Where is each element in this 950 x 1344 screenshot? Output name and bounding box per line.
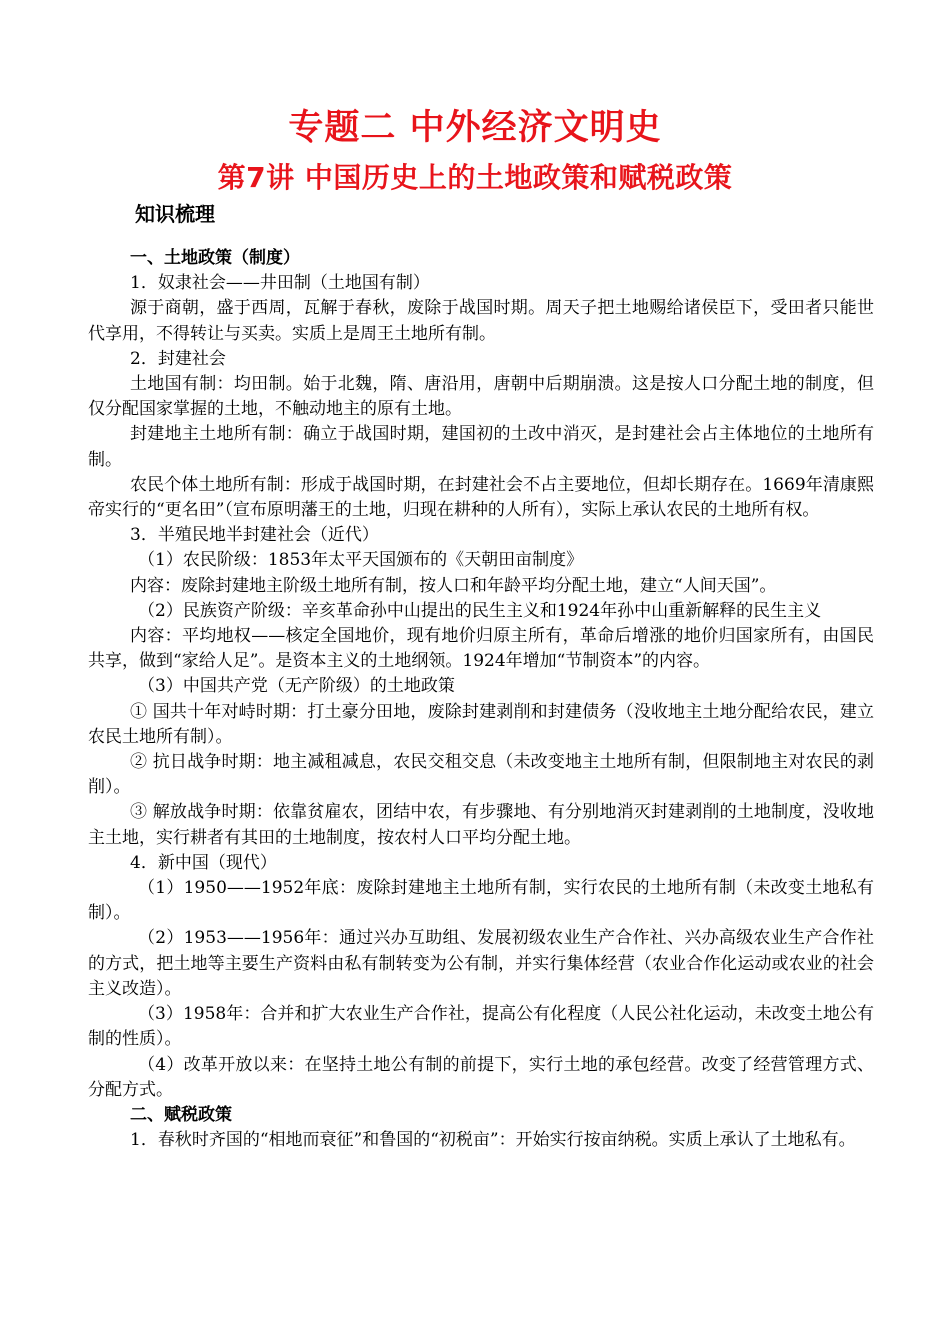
subheading-slave-society: 1．奴隶社会——井田制（土地国有制） bbox=[130, 273, 430, 294]
document-body bbox=[88, 246, 874, 1153]
paragraph: （2）1953——1956年：通过兴办互助组、发展初级农业生产合作社、兴办高级农业生产合作社的方式，把土地等主要生产资料由私有制转变为公有制，并实行集体经营（农业合作化运动或农业的社会主义改造）。 bbox=[88, 928, 874, 999]
paragraph: 土地国有制：均田制。始于北魏，隋、唐沿用，唐朝中后期崩溃。这是按人口分配土地的制度，但仅分配国家掌握的土地，不触动地主的原有土地。 bbox=[88, 374, 874, 420]
list-item: ③ 解放战争时期：依靠贫雇农，团结中农，有步骤地、有分别地消灭封建剥削的土地制度，没收地主土地，实行耕者有其田的土地制度，按农村人口平均分配土地。 bbox=[88, 802, 874, 848]
paragraph: （1）1950——1952年底：废除封建地主土地所有制，实行农民的土地所有制（未改变土地私有制）。 bbox=[88, 878, 874, 924]
paragraph: 源于商朝，盛于西周，瓦解于春秋，废除于战国时期。周天子把土地赐给诸侯臣下，受田者只能世代享用，不得转让与买卖。实质上是周王土地所有制。 bbox=[88, 298, 874, 344]
lecture-subtitle: 第7讲 中国历史上的土地政策和赋税政策 bbox=[217, 161, 733, 194]
list-item: ② 抗日战争时期：地主减租减息，农民交租交息（未改变地主土地所有制，但限制地主对农民的剥削）。 bbox=[88, 752, 874, 798]
paragraph: 内容：平均地权——核定全国地价，现有地价归原主所有，革命后增涨的地价归国家所有，由国民共享，做到“家给人足”。是资本主义的土地纲领。1924年增加“节制资本”的内容。 bbox=[88, 626, 874, 672]
paragraph: （2）民族资产阶级：辛亥革命孙中山提出的民生主义和1924年孙中山重新解释的民生主义 bbox=[138, 600, 822, 621]
document-title: 专题二 中外经济文明史 bbox=[288, 108, 662, 148]
paragraph: 农民个体土地所有制：形成于战国时期，在封建社会不占主要地位，但却长期存在。1669年清康熙帝实行的“更名田”（宣布原明藩王的土地，归现在耕种的人所有），实际上承认农民的土地所有权。 bbox=[88, 474, 874, 521]
paragraph: （3）1958年：合并和扩大农业生产合作社，提高公有化程度（人民公社化运动，未改变土地公有制的性质）。 bbox=[88, 1004, 874, 1050]
paragraph: （1）农民阶级：1853年太平天国颁布的《天朝田亩制度》 bbox=[138, 550, 584, 571]
paragraph: 1．春秋时齐国的“相地而衰征”和鲁国的“初税亩”：开始实行按亩纳税。实质上承认了土地私有。 bbox=[130, 1130, 856, 1151]
list-item: ① 国共十年对峙时期：打土豪分田地，废除封建剥削和封建债务（没收地主土地分配给农民，建立农民土地所有制）。 bbox=[88, 701, 874, 747]
section-heading: 知识梳理 bbox=[135, 202, 215, 226]
subheading-semi-colonial: 3．半殖民地半封建社会（近代） bbox=[130, 525, 379, 546]
subheading-feudal-society: 2．封建社会 bbox=[130, 348, 226, 369]
paragraph: （4）改革开放以来：在坚持土地公有制的前提下，实行土地的承包经营。改变了经营管理方式、分配方式。 bbox=[88, 1054, 874, 1100]
paragraph: 内容：废除封建地主阶级土地所有制，按人口和年龄平均分配土地，建立“人间天国”。 bbox=[130, 575, 777, 596]
subheading-new-china: 4．新中国（现代） bbox=[130, 852, 277, 873]
paragraph: （3）中国共产党（无产阶级）的土地政策 bbox=[138, 676, 455, 697]
heading-land-policy: 一、土地政策（制度） bbox=[130, 248, 300, 268]
heading-tax-policy: 二、赋税政策 bbox=[130, 1104, 232, 1125]
paragraph: 封建地主土地所有制：确立于战国时期，建国初的土改中消灭，是封建社会占主体地位的土地所有制。 bbox=[88, 424, 874, 470]
